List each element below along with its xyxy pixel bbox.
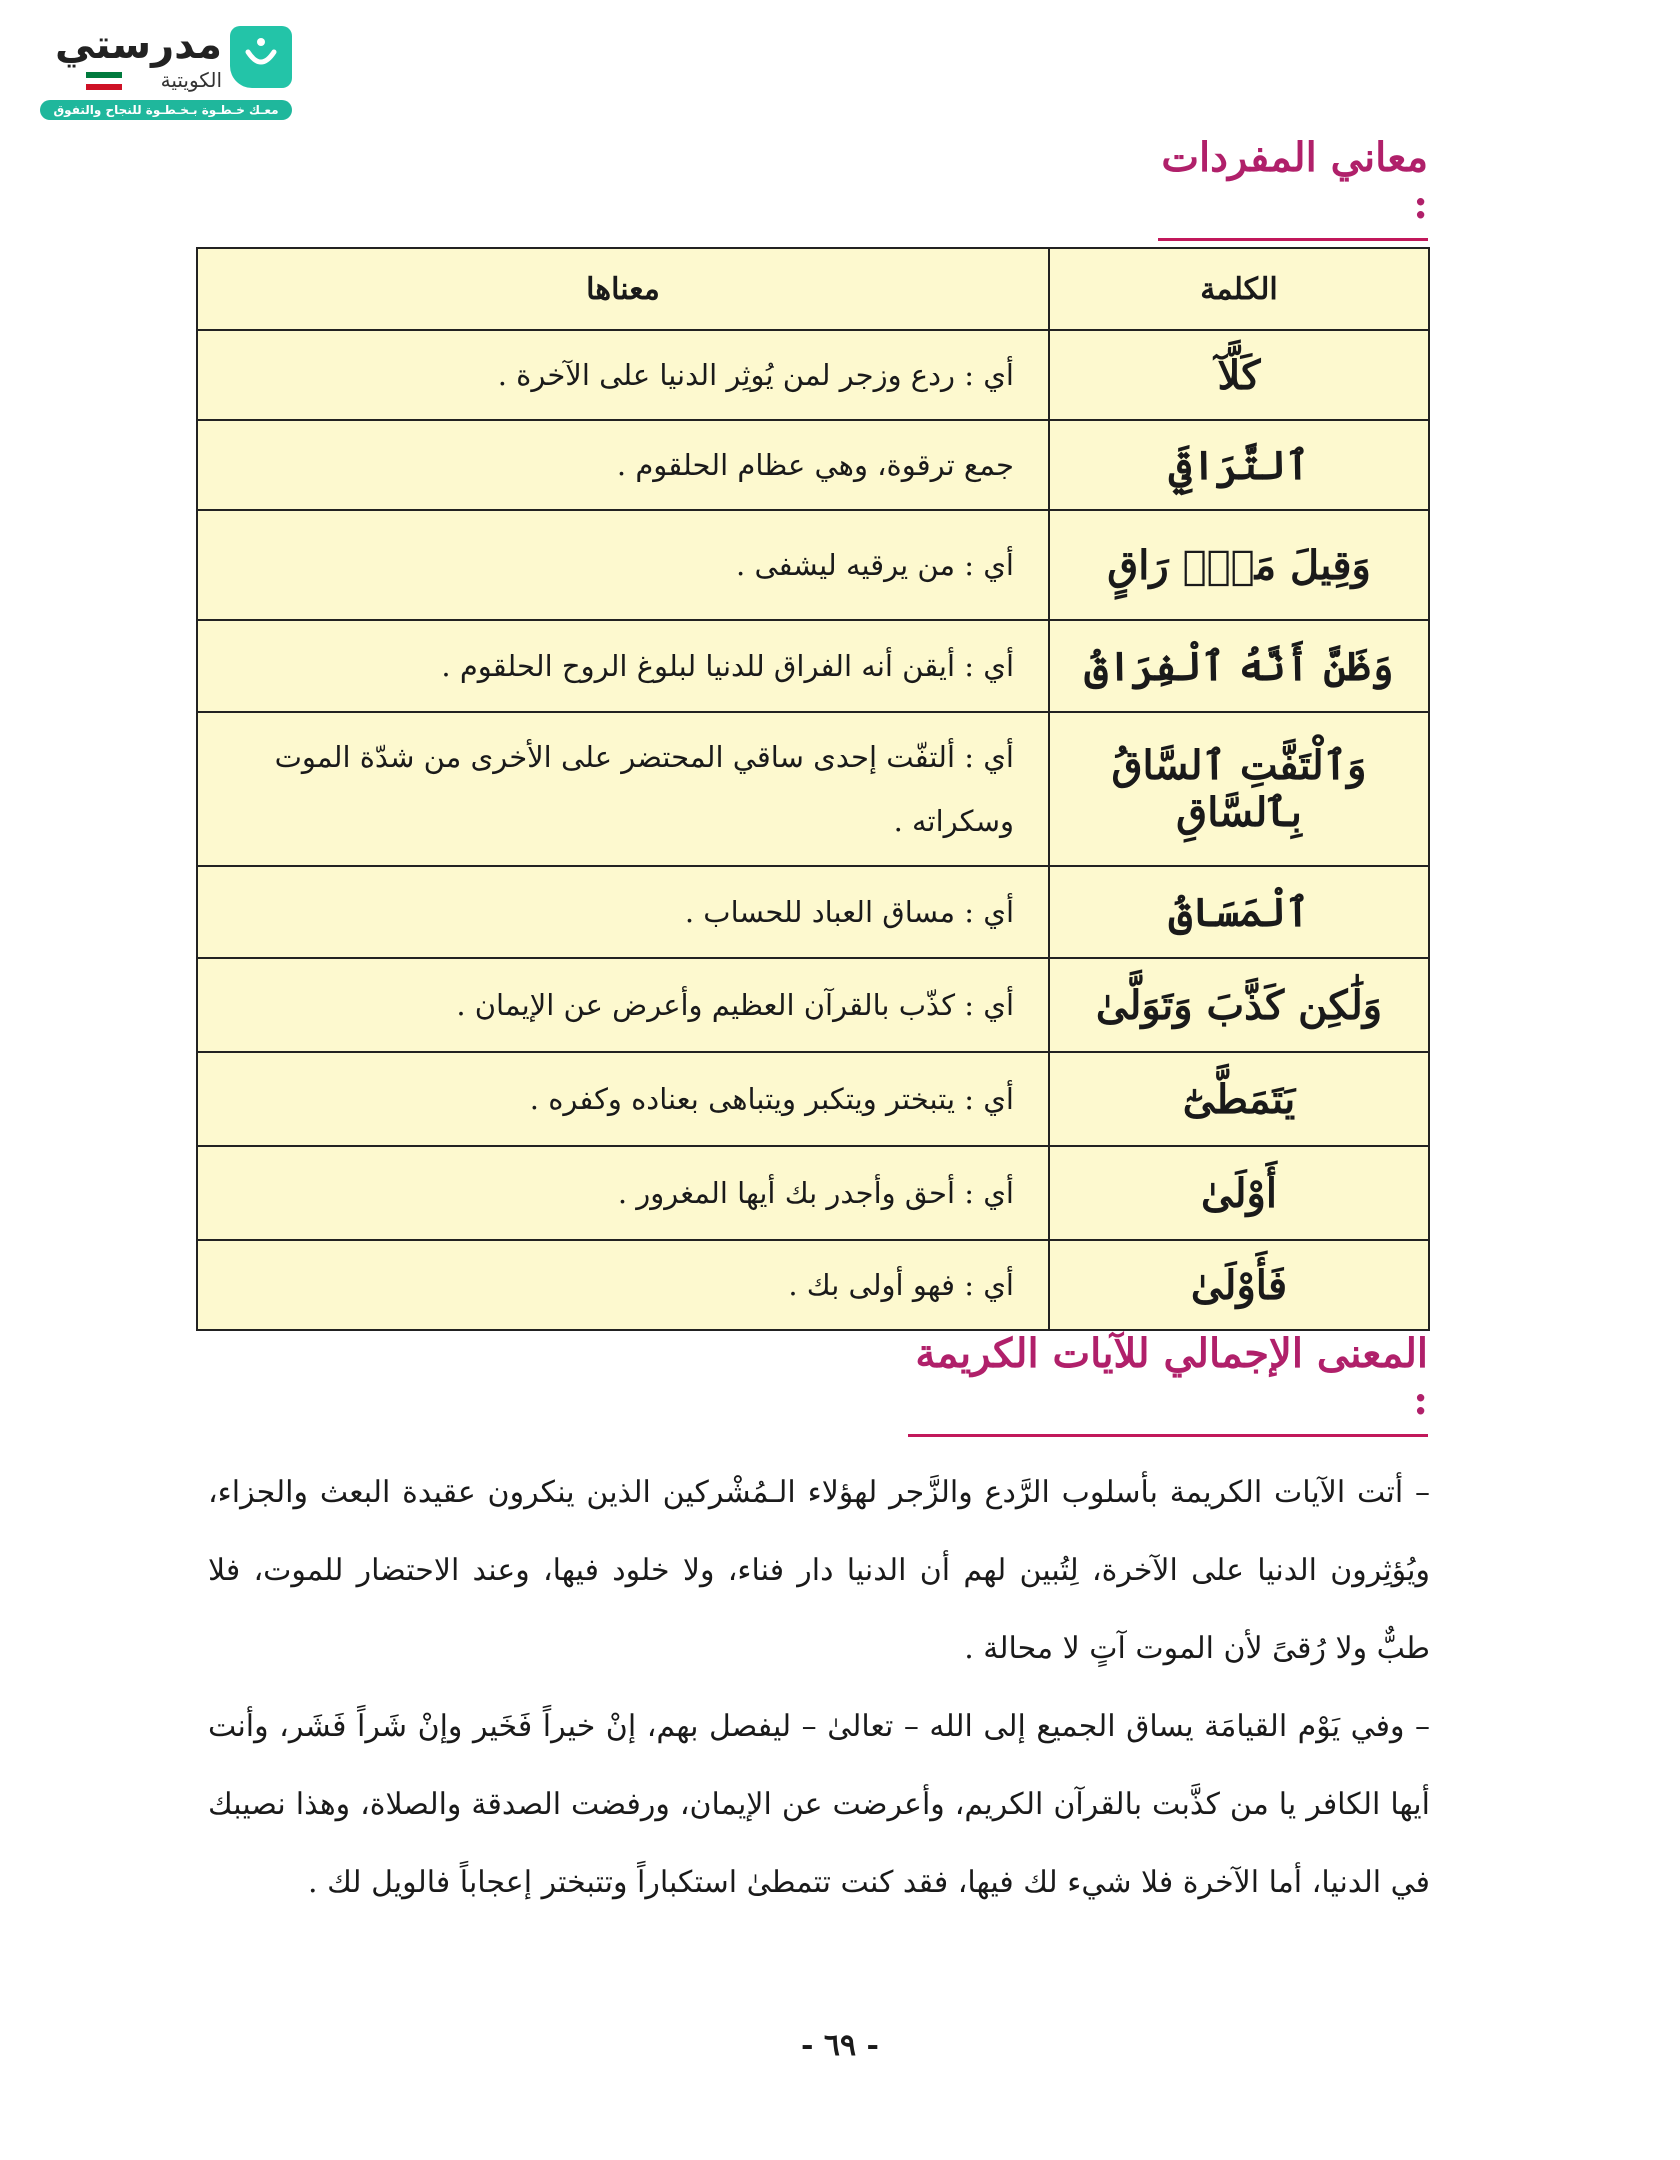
site-logo[interactable] — [38, 22, 298, 124]
meaning-cell: أي : أيقن أنه الفراق للدنيا لبلوغ الروح الحلقوم . — [197, 620, 1049, 712]
table-row — [197, 1052, 1429, 1146]
word-cell: ٱلتَّرَاقِيَ — [1049, 420, 1429, 510]
word-cell: وَظَنَّ أَنَّهُ ٱلْفِرَاقُ — [1049, 620, 1429, 712]
table-row — [197, 1146, 1429, 1240]
word-cell: وَٱلْتَفَّتِ ٱلسَّاقُ بِٱلسَّاقِ — [1049, 712, 1429, 866]
logo-title: مدرستي — [54, 22, 222, 68]
word-cell: وَلَٰكِن كَذَّبَ وَتَوَلَّىٰ — [1049, 958, 1429, 1052]
word-cell: يَتَمَطَّىٰٓ — [1049, 1052, 1429, 1146]
header-meaning: معناها — [197, 248, 1049, 330]
word-cell: ٱلْمَسَاقُ — [1049, 866, 1429, 958]
table-row — [197, 866, 1429, 958]
page-number: - ٦٩ - — [800, 2028, 880, 2063]
logo-subtitle: الكويتية — [160, 68, 222, 92]
table-row — [197, 1240, 1429, 1330]
word-cell: وَقِيلَ مَنْۜ رَاقٍ — [1049, 510, 1429, 620]
meaning-cell: أي : ردع وزجر لمن يُوثِر الدنيا على الآخرة . — [197, 330, 1049, 420]
summary-heading: المعنى الإجمالي للآيات الكريمة : — [908, 1330, 1428, 1437]
summary-paragraph: – وفي يَوْم القيامَة يساق الجميع إلى الله – تعالىٰ – ليفصل بهم، إنْ خيراً فَخَير وإنْ شَراً فَشَر، وأنت أيها الكافر يا من كذَّبت بالقرآن الكريم، وأعرضت عن الإيمان، ورفضت الصدقة والصلاة، وهذا نصيبك في الدنيا، أما الآخرة فلا شيء لك فيها، فقد كنت تتمطىٰ استكباراً وتتبختر إعجاباً فالويل لك . — [208, 1709, 1430, 1900]
word-cell: فَأَوْلَىٰ — [1049, 1240, 1429, 1330]
table-row — [197, 330, 1429, 420]
meaning-cell: جمع ترقوة، وهي عظام الحلقوم . — [197, 420, 1049, 510]
table-row — [197, 620, 1429, 712]
logo-tagline: معـك خـطـوة بـخـطـوة للنجاح والتفوق — [40, 100, 292, 120]
meaning-cell: أي : أحق وأجدر بك أيها المغرور . — [197, 1146, 1049, 1240]
vocab-heading: معاني المفردات : — [1158, 134, 1428, 241]
table-row — [197, 712, 1429, 866]
meaning-cell: أي : يتبختر ويتكبر ويتباهى بعناده وكفره . — [197, 1052, 1049, 1146]
meaning-cell: أي : مساق العباد للحساب . — [197, 866, 1049, 958]
word-cell: كَلَّآ — [1049, 330, 1429, 420]
meaning-cell: أي : كذّب بالقرآن العظيم وأعرض عن الإيمان . — [197, 958, 1049, 1052]
logo-mark-icon — [230, 26, 292, 88]
table-row — [197, 958, 1429, 1052]
meaning-cell: أي : من يرقيه ليشفى . — [197, 510, 1049, 620]
table-row — [197, 510, 1429, 620]
meaning-cell: أي : ألتفّت إحدى ساقي المحتضر على الأخرى من شدّة الموت وسكراته . — [197, 712, 1049, 866]
header-word: الكلمة — [1049, 248, 1429, 330]
vocab-table — [196, 247, 1430, 1331]
meaning-cell: أي : فهو أولى بك . — [197, 1240, 1049, 1330]
table-header-row — [197, 248, 1429, 330]
summary-paragraph: – أتت الآيات الكريمة بأسلوب الرَّدع والزَّجر لهؤلاء الـمُشْركين الذين ينكرون عقيدة البعث والجزاء، ويُؤثِرون الدنيا على الآخرة، لِتُبين لهم أن الدنيا دار فناء، ولا خلود فيها، وعند الاحتضار للموت، فلا طبٌّ ولا رُقىً لأن الموت آتٍ لا محالة . — [208, 1475, 1430, 1666]
word-cell: أَوْلَىٰ — [1049, 1146, 1429, 1240]
kuwait-flag-icon — [86, 72, 122, 90]
table-row — [197, 420, 1429, 510]
